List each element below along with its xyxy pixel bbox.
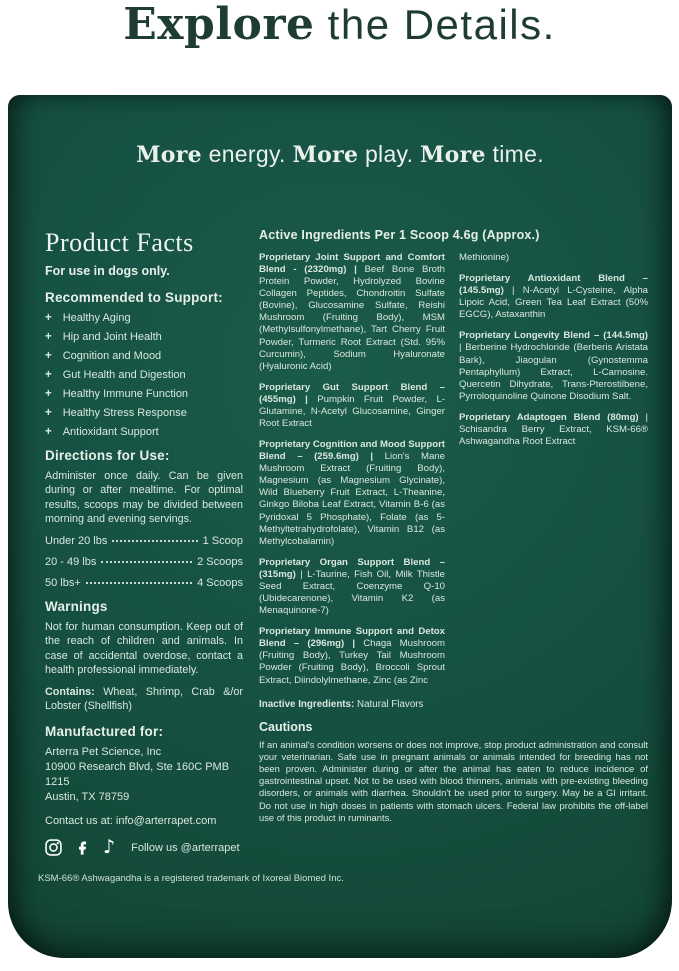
dot-leader — [112, 540, 197, 542]
list-item — [45, 369, 243, 381]
support-item-label: Healthy Stress Response — [62, 407, 187, 419]
contains-label: Contains: — [45, 686, 95, 698]
list-item — [45, 388, 243, 400]
blend-body: Chaga Mushroom (Fruiting Body), Turkey Tail Mushroom Powder (Fruiting Body), Broccoli Sprout Extract, Diindolylmethane, Zinc (as Zinc — [259, 638, 446, 686]
blend-body: | Schisandra Berry Extract, KSM-66® Ashwagandha Root Extract — [459, 411, 648, 448]
blend-continuation — [459, 252, 648, 264]
manufacturer-street: 10900 Research Blvd, Ste 160C PMB 1215 — [45, 760, 230, 788]
label-content — [45, 228, 648, 857]
tagline-more-2: More — [292, 142, 359, 168]
ingredient-column-2 — [459, 252, 648, 710]
social-row — [45, 838, 243, 857]
tagline-rest-3: time. — [485, 141, 544, 167]
blend-body: | N-Acetyl L-Cysteine, Alpha Lipoic Acid, Green Tea Leaf Extract (50% EGCG), Astaxanthin — [459, 285, 648, 321]
blend-title: Proprietary Adaptogen Blend (80mg) — [459, 411, 639, 423]
blend-title: Proprietary Gut Support Blend – (455mg) | — [259, 381, 445, 405]
list-item — [45, 350, 243, 362]
support-list — [45, 312, 243, 438]
blend-immune — [259, 626, 445, 686]
tagline-rest-2: play. — [358, 141, 421, 167]
headline-rest: the Details. — [314, 1, 556, 48]
product-facts-title: Product Facts — [45, 228, 194, 257]
directions-header: Directions for Use: — [45, 448, 170, 463]
product-facts-panel — [45, 228, 243, 857]
blend-body: Beef Bone Broth Protein Powder, Hydrolyzed Bovine Collagen Peptides, Chondroitin Sulfate (Bovine), Glucosamine Sulfate, Reishi Mushroom (Fruiting Body), MSM (Methylsulfonylmethane), Tart Cherry Fruit Powder, Turmeric Root Extract (Std. 95% Curcumin), Sodium Hyaluronate (Hyaluronic Acid) — [259, 264, 445, 372]
active-ingredients-panel — [259, 228, 648, 857]
manufacturer-name: Arterra Pet Science, Inc — [45, 745, 162, 758]
support-item-label: Hip and Joint Health — [62, 331, 162, 343]
plus-bullet: + — [45, 350, 52, 362]
dose-range: 50 lbs+ — [45, 577, 81, 589]
support-item-label: Healthy Aging — [62, 312, 131, 324]
cautions-header: Cautions — [259, 719, 313, 734]
blend-body: Methionine) — [459, 252, 510, 263]
for-use-note: For use in dogs only. — [45, 264, 170, 278]
table-row — [45, 556, 243, 568]
ingredient-column-1 — [259, 252, 445, 710]
plus-bullet: + — [45, 312, 52, 324]
blend-organ — [259, 557, 445, 617]
blend-title: Proprietary Joint Support and Comfort Blend - (2320mg) | — [259, 252, 445, 276]
inactive-ingredients — [259, 699, 445, 710]
inactive-label: Inactive Ingredients: — [259, 698, 355, 710]
support-header: Recommended to Support: — [45, 290, 223, 305]
page-title — [0, 0, 679, 51]
blend-title: Proprietary Organ Support Blend – (315mg) — [259, 556, 445, 580]
support-item-label: Antioxidant Support — [62, 426, 159, 438]
tiktok-icon: ♪ — [103, 836, 116, 859]
plus-bullet: + — [45, 388, 52, 400]
follow-handle: Follow us @arterrapet — [131, 841, 240, 854]
inactive-value: Natural Flavors — [354, 698, 424, 710]
warnings-header: Warnings — [45, 599, 108, 614]
tagline-more-1: More — [136, 142, 202, 168]
trademark-footnote: KSM-66® Ashwagandha is a registered trademark of Ixoreal Biomed Inc. — [38, 873, 344, 885]
plus-bullet: + — [45, 369, 52, 381]
dose-range: Under 20 lbs — [45, 535, 108, 547]
cautions-section — [259, 720, 648, 825]
blend-body: | Berberine Hydrochloride (Berberis Aristata Bark), Jiaogulan (Gynostemma Pentaphyllum) Extract, L-Carnosine. Quercetin Dihydrate, Trans-Pterostilbene, Pyrroloquinoline Quinone Disodium Salt. — [459, 342, 648, 402]
manufactured-header: Manufactured for: — [45, 723, 164, 739]
list-item — [45, 331, 243, 343]
headline-emphasis: Explore — [123, 0, 315, 50]
blend-joint — [259, 252, 445, 373]
dose-scoops: 1 Scoop — [202, 535, 243, 547]
blend-title: Proprietary Immune Support and Detox Blend – (296mg) | — [259, 626, 445, 650]
supplement-pouch — [8, 95, 672, 958]
instagram-icon — [45, 839, 62, 856]
cautions-text: If an animal's condition worsens or does not improve, stop product administration and consult your veterinarian. Safe use in pregnant animals or animals intended for breeding has not been proven. Administer during or after the animal has eaten to reduce incidence of gastrointestinal upset. Not to be used with blood thinners, animals with pre-existing bleeding disorders, or animals with diarrhea. Shouldn't be used prior to surgery. May be a GI irritant. Do not use in high doses in patients with stomach ulcers. Federal law prohibits the off-label use of this product in ruminants. — [259, 738, 648, 823]
dose-scoops: 4 Scoops — [197, 577, 243, 589]
contains-note — [45, 685, 243, 714]
blend-cognition — [259, 439, 445, 548]
blend-gut — [259, 382, 445, 430]
support-item-label: Gut Health and Digestion — [62, 369, 186, 381]
blend-title: Proprietary Cognition and Mood Support Blend – (259.6mg) | — [259, 439, 446, 463]
facebook-icon — [74, 839, 91, 856]
tagline-rest-1: energy. — [201, 141, 293, 167]
list-item — [45, 312, 243, 324]
dose-scoops: 2 Scoops — [197, 556, 243, 568]
plus-bullet: + — [45, 426, 52, 438]
blend-title: Proprietary Longevity Blend – (144.5mg) — [459, 330, 648, 342]
directions-text: Administer once daily. Can be given during or after mealtime. For optimal results, scoops may be divided between morning and evening servings. — [45, 470, 243, 525]
dot-leader — [101, 561, 192, 563]
support-item-label: Cognition and Mood — [62, 350, 162, 362]
blend-body: Pumpkin Fruit Powder, L-Glutamine, N-Acetyl Glucosamine, Ginger Root Extract — [259, 393, 446, 430]
dosage-table — [45, 535, 243, 589]
blend-adaptogen — [459, 412, 648, 448]
table-row — [45, 535, 243, 547]
blend-longevity — [459, 330, 648, 402]
ingredient-columns — [259, 252, 648, 710]
tagline-more-3: More — [420, 142, 486, 168]
table-row — [45, 577, 243, 589]
warnings-text: Not for human consumption. Keep out of the reach of children and animals. In case of accidental overdose, contact a health professional immediately. — [45, 621, 243, 676]
dose-range: 20 - 49 lbs — [45, 556, 97, 568]
contact-email: Contact us at: info@arterrapet.com — [45, 815, 217, 828]
blend-body: | L-Taurine, Fish Oil, Milk Thistle Seed Extract, Coenzyme Q-10 (Ubidecarenone), Vitamin K2 (as Menaquinone-7) — [259, 568, 445, 617]
contains-value: Wheat, Shrimp, Crab &/or Lobster (Shellfish) — [45, 686, 243, 713]
active-ingredients-header: Active Ingredients Per 1 Scoop 4.6g (Approx.) — [259, 228, 540, 242]
dot-leader — [86, 582, 192, 584]
blend-body: Lion's Mane Mushroom Extract (Fruiting Body), Magnesium (as Magnesium Glycinate), Wild Blueberry Fruit Extract, L-Theanine, Ginkgo Biloba Leaf Extract, Vitamin B-6 (as Pyridoxal 5 Phosphate), Folate (as 5-Methyltetrahydrofolate), Vitamin B12 (as Methylcobalamin) — [259, 451, 445, 547]
blend-title: Proprietary Antioxidant Blend – (145.5mg) — [459, 273, 648, 297]
plus-bullet: + — [45, 331, 52, 343]
tagline — [8, 141, 672, 168]
support-item-label: Healthy Immune Function — [62, 388, 189, 400]
list-item — [45, 426, 243, 438]
plus-bullet: + — [45, 407, 52, 419]
manufacturer-city: Austin, TX 78759 — [45, 791, 130, 804]
blend-antioxidant — [459, 273, 648, 321]
list-item — [45, 407, 243, 419]
